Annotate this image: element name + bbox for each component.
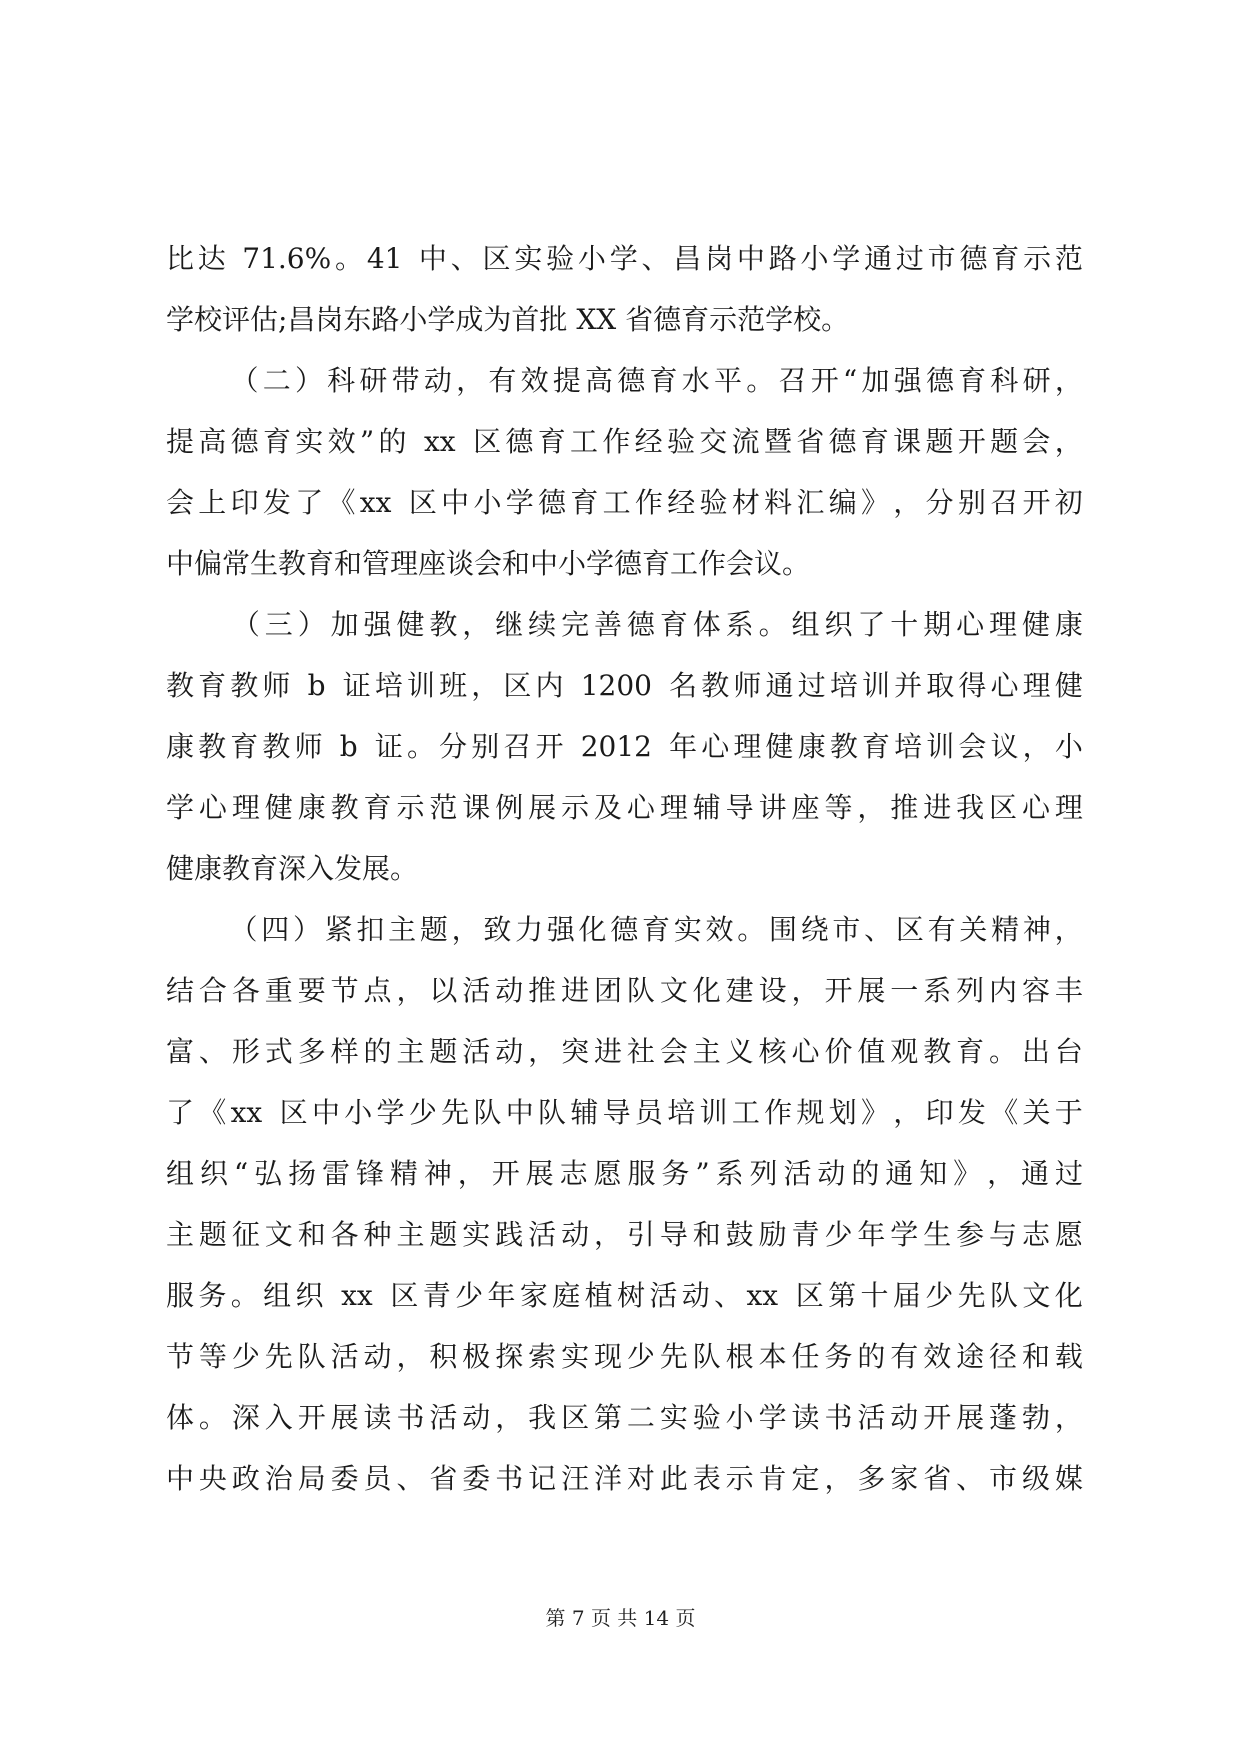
text-line: 服 务 。 组 织 xx 区 青 少 年 家 庭 植 树 活 动 、 xx 区 第 十 届 少 先 队 文 化 [166, 1279, 1083, 1312]
text-line: 主 题 征 文 和 各 种 主 题 实 践 活 动 ， 引 导 和 鼓 励 青 少 年 学 生 参 与 志 愿 [166, 1218, 1083, 1251]
text-line: （ 三 ） 加 强 健 教 ， 继 续 完 善 德 育 体 系 。 组 织 了 十 期 心 理 健 康 [231, 608, 1083, 641]
text-line: 体 。 深 入 开 展 读 书 活 动 ， 我 区 第 二 实 验 小 学 读 书 活 动 开 展 蓬 勃 ， [166, 1401, 1083, 1434]
page-footer: 第 7 页 共 14 页 [545, 1606, 696, 1630]
text-line: 中 央 政 治 局 委 员 、 省 委 书 记 汪 洋 对 此 表 示 肯 定 ， 多 家 省 、 市 级 媒 [166, 1462, 1083, 1495]
text-line: （ 二 ） 科 研 带 动 ， 有 效 提 高 德 育 水 平 。 召 开 “ 加 强 德 育 科 研 ， [230, 364, 1083, 397]
text-line: 结 合 各 重 要 节 点 ， 以 活 动 推 进 团 队 文 化 建 设 ， 开 展 一 系 列 内 容 丰 [166, 974, 1083, 1007]
text-line: 健康教育深入发展。 [166, 852, 419, 885]
text-line: （ 四 ） 紧 扣 主 题 ， 致 力 强 化 德 育 实 效 。 围 绕 市 、 区 有 关 精 神 ， [229, 913, 1083, 946]
text-line: 教 育 教 师 b 证 培 训 班 ， 区 内 1200 名 教 师 通 过 培 训 并 取 得 心 理 健 [166, 669, 1083, 702]
text-line: 提 高 德 育 实 效 ” 的 xx 区 德 育 工 作 经 验 交 流 暨 省 德 育 课 题 开 题 会 ， [166, 425, 1083, 458]
text-line: 学校评估;昌岗东路小学成为首批 XX 省德育示范学校。 [166, 303, 850, 336]
text-line: 中偏常生教育和管理座谈会和中小学德育工作会议。 [166, 547, 811, 580]
text-line: 比 达 71.6% 。 41 中 、 区 实 验 小 学 、 昌 岗 中 路 小 学 通 过 市 德 育 示 范 [166, 242, 1083, 275]
text-line: 富 、 形 式 多 样 的 主 题 活 动 ， 突 进 社 会 主 义 核 心 价 值 观 教 育 。 出 台 [166, 1035, 1083, 1068]
text-line: 学 心 理 健 康 教 育 示 范 课 例 展 示 及 心 理 辅 导 讲 座 等 ， 推 进 我 区 心 理 [166, 791, 1083, 824]
text-line: 节 等 少 先 队 活 动 ， 积 极 探 索 实 现 少 先 队 根 本 任 务 的 有 效 途 径 和 载 [166, 1340, 1083, 1373]
body-text [166, 228, 1083, 1509]
text-line: 了 《 xx 区 中 小 学 少 先 队 中 队 辅 导 员 培 训 工 作 规 划 》 ， 印 发 《 关 于 [166, 1096, 1083, 1129]
text-line: 组 织 “ 弘 扬 雷 锋 精 神 ， 开 展 志 愿 服 务 ” 系 列 活 动 的 通 知 》 ， 通 过 [166, 1157, 1083, 1190]
text-line: 康 教 育 教 师 b 证 。 分 别 召 开 2012 年 心 理 健 康 教 育 培 训 会 议 ， 小 [166, 730, 1083, 763]
text-line: 会 上 印 发 了 《 xx 区 中 小 学 德 育 工 作 经 验 材 料 汇 编 》 ， 分 别 召 开 初 [166, 486, 1083, 519]
